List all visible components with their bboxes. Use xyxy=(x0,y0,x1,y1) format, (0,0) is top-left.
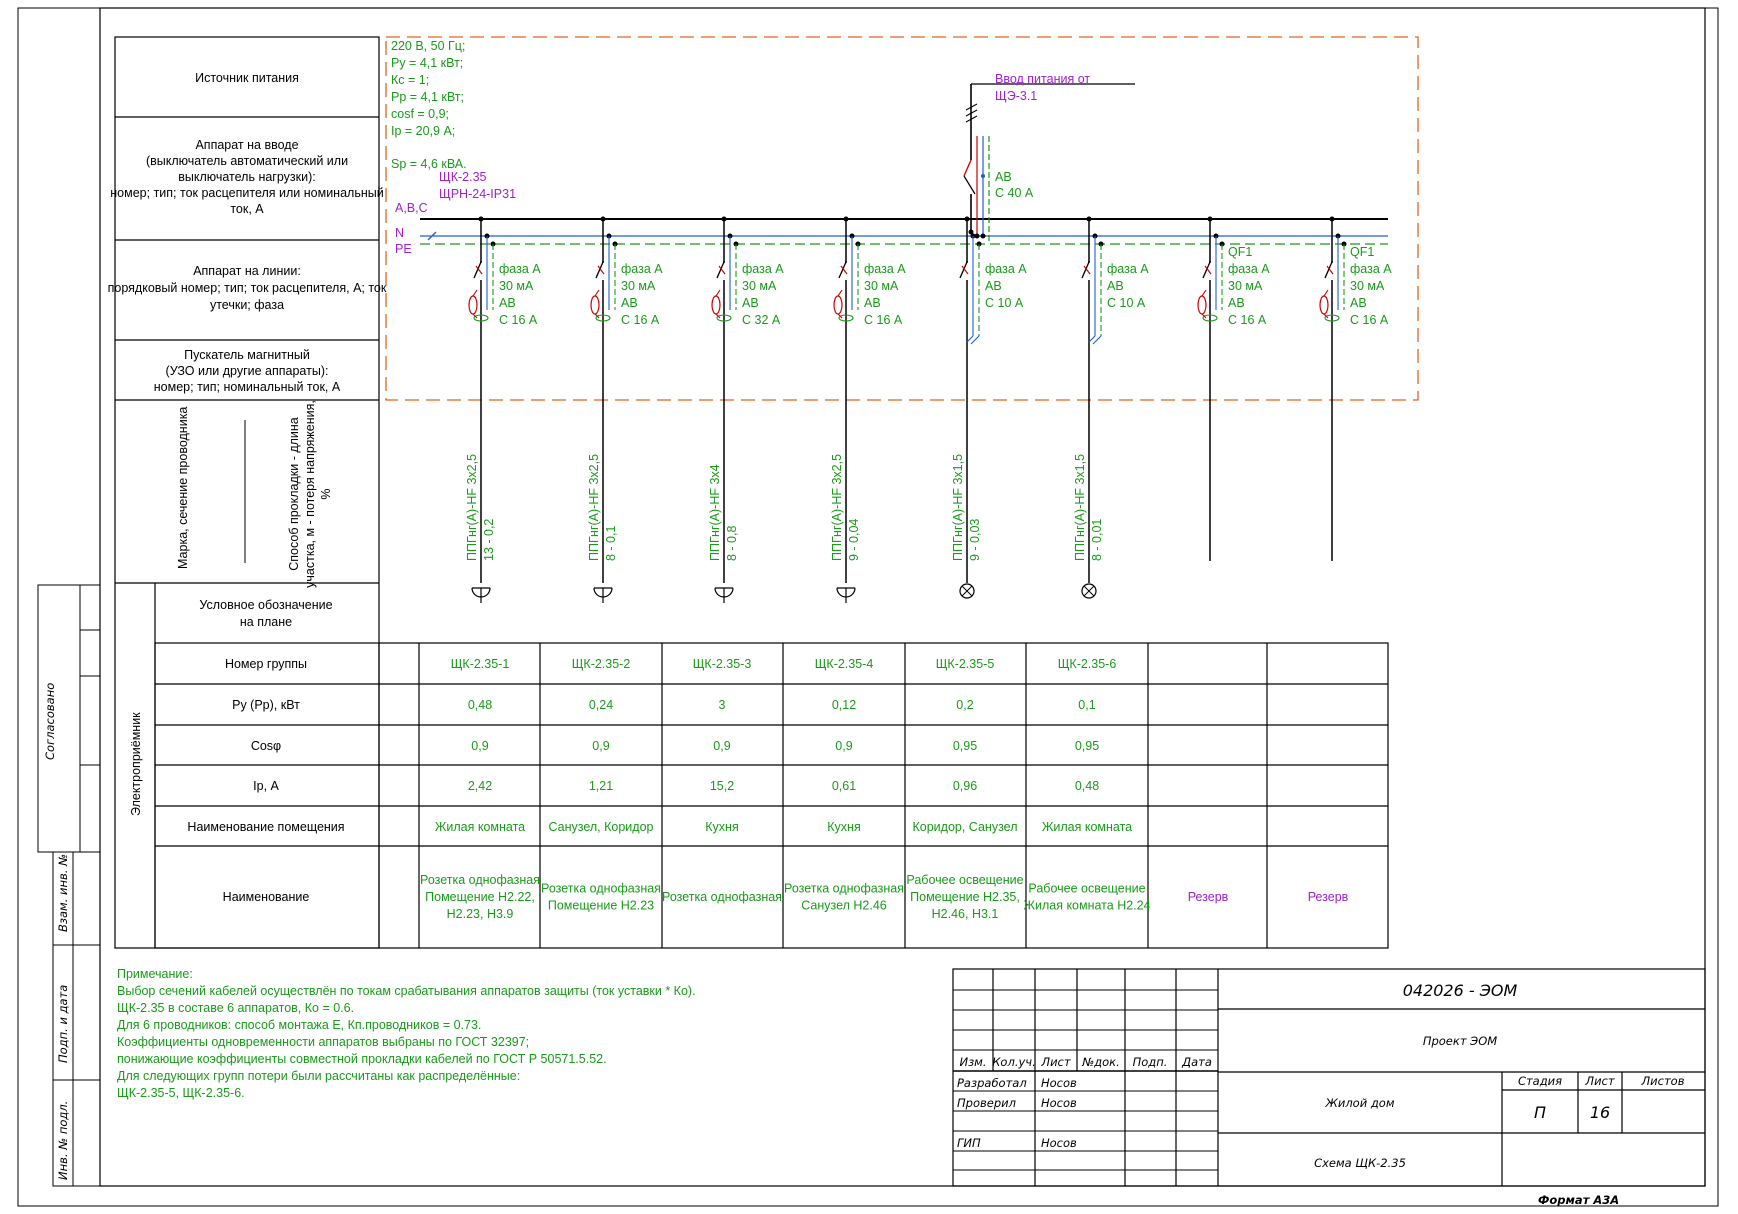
text-line: (выключатель автоматический или xyxy=(145,154,349,168)
table-name-line: Рабочее освещение xyxy=(906,873,1024,887)
table-name-line: Резерв xyxy=(1307,890,1349,904)
cable-mark: ППГнг(А)-HF 3x2,5 xyxy=(587,453,601,561)
device-line: АВ xyxy=(985,279,1002,293)
text-line: Условное обозначение xyxy=(199,598,333,612)
feeder-8 xyxy=(1320,217,1392,562)
text-line: порядковый номер; тип; ток расцепителя, А; ток xyxy=(107,281,387,295)
table-cell: 0,9 xyxy=(835,739,853,753)
table-cell: ЩК-2.35-2 xyxy=(571,657,631,671)
text-line: номер; тип; ток расцепителя или номинальный xyxy=(110,186,384,200)
table-cell: 0,96 xyxy=(952,779,978,793)
table-name-line: Помещение Н2.23 xyxy=(547,898,655,913)
breaker-contact xyxy=(960,262,967,278)
device-line: АВ xyxy=(1107,279,1124,293)
device-line: С 16 А xyxy=(864,313,903,327)
table-cell: 15,2 xyxy=(709,779,735,793)
bus-pe: PE xyxy=(395,242,412,256)
cable-mark: ППГнг(А)-HF 3x1,5 xyxy=(1073,453,1087,561)
table-name-line: Розетка однофазная xyxy=(541,881,661,896)
tb-format: Формат А3А xyxy=(1538,1193,1620,1207)
table-column-4 xyxy=(784,657,904,913)
text-line: Аппарат на вводе xyxy=(195,138,299,152)
device-line: фаза А xyxy=(864,262,906,276)
device-line: фаза А xyxy=(1107,262,1149,276)
source-params xyxy=(391,39,467,171)
cable-method: 8 - 0,8 xyxy=(725,525,739,561)
feeder-6 xyxy=(1073,217,1149,599)
text-line: ток, А xyxy=(230,202,264,216)
panel-type: ЩРН-24-IP31 xyxy=(439,187,517,201)
tb-sheet: 16 xyxy=(1589,1103,1611,1122)
device-line: фаза А xyxy=(742,262,784,276)
label-source: Источник питания xyxy=(195,71,299,85)
tb-header-cell: Лист xyxy=(1041,1055,1071,1069)
cable-mark: ППГнг(А)-HF 3x4 xyxy=(708,464,722,561)
table-cell: 0,95 xyxy=(1074,739,1100,753)
drop-merge xyxy=(1089,336,1101,344)
label-line-device xyxy=(108,264,387,312)
tb-stage-label: Стадия xyxy=(1517,1074,1563,1088)
table-column-3 xyxy=(662,657,782,904)
side-sign-date: Подп. и дата xyxy=(56,984,70,1063)
label-cable-mark: Марка, сечение проводника xyxy=(176,406,190,569)
device-line: фаза А xyxy=(499,262,541,276)
socket-icon xyxy=(715,588,733,603)
table-name-line: Розетка однофазная xyxy=(784,881,904,896)
label-input-device xyxy=(110,138,383,216)
text-line: (УЗО или другие аппараты): xyxy=(165,364,329,378)
table-cell: Жилая комната xyxy=(434,820,526,834)
socket-icon xyxy=(594,588,612,603)
notes xyxy=(117,967,696,1100)
text-line: Пускатель магнитный xyxy=(184,348,310,362)
device-line: АВ xyxy=(621,296,638,310)
socket-icon xyxy=(472,588,490,603)
device-line: С 32 А xyxy=(742,313,781,327)
side-agreed: Согласовано xyxy=(43,682,57,760)
tb-headers xyxy=(959,1055,1211,1069)
feeder-4 xyxy=(830,217,906,604)
table-column-2 xyxy=(541,657,661,913)
device-line: С 10 А xyxy=(985,296,1024,310)
breaker-contact xyxy=(1203,262,1210,278)
table-cell: 0,48 xyxy=(1074,779,1100,793)
label-cos: Cosφ xyxy=(250,739,282,753)
device-line: АВ xyxy=(499,296,516,310)
socket-icon xyxy=(837,588,855,603)
text-line: Ру = 4,1 кВт; xyxy=(391,56,464,70)
table-cell: 0,9 xyxy=(471,739,489,753)
text-line: выключатель нагрузки): xyxy=(178,170,316,184)
table-cell: ЩК-2.35-3 xyxy=(692,657,752,671)
tb-header-cell: Кол.уч. xyxy=(992,1055,1036,1069)
tb-roles xyxy=(957,1076,1077,1150)
bus-n: N xyxy=(395,226,405,240)
rcd-coil xyxy=(712,296,720,314)
device-line: фаза А xyxy=(1350,262,1392,276)
cable-method: 8 - 0,01 xyxy=(1090,518,1104,561)
text-line: участка, м - потеря напряжения, xyxy=(303,400,317,588)
device-line: С 10 А xyxy=(1107,296,1146,310)
tb-header-cell: №док. xyxy=(1082,1055,1120,1069)
table-name-line: Помещение Н2.22, xyxy=(425,890,535,904)
table-name-line: Рабочее освещение xyxy=(1028,881,1146,896)
label-name: Наименование xyxy=(222,890,310,904)
table-column-1 xyxy=(420,657,540,921)
tb-role-name: Носов xyxy=(1041,1096,1077,1110)
side-inv-exchange: Взам. инв. № xyxy=(56,853,70,932)
table-cell: Санузел, Коридор xyxy=(548,820,654,834)
cable-method: 9 - 0,03 xyxy=(968,518,982,561)
label-current: Iр, А xyxy=(253,779,279,793)
label-group-number: Номер группы xyxy=(224,657,308,671)
table-cell: 3 xyxy=(718,698,726,712)
table-cell: Кухня xyxy=(827,820,861,834)
input-device-type: АВ xyxy=(995,170,1012,184)
tb-header-cell: Подп. xyxy=(1132,1055,1168,1069)
text-line: Способ прокладки - длина xyxy=(287,417,301,571)
tb-code: 042026 - ЭОМ xyxy=(1402,981,1518,1000)
table-cell: 0,12 xyxy=(831,698,857,712)
tb-role: Проверил xyxy=(957,1096,1016,1110)
breaker-contact xyxy=(839,262,846,278)
device-line: фаза А xyxy=(1228,262,1270,276)
rcd-coil xyxy=(469,296,477,314)
text-line: Рр = 4,1 кВт; xyxy=(391,90,464,104)
rcd-coil xyxy=(834,296,842,314)
device-line: 30 мА xyxy=(1228,279,1263,293)
label-power: Ру (Рр), кВт xyxy=(232,698,300,712)
tb-project: Проект ЭОМ xyxy=(1422,1034,1498,1048)
text-line: Коэффициенты одновременности аппаратов выбраны по ГОСТ 32397; xyxy=(117,1035,530,1049)
table-cell: 0,1 xyxy=(1078,698,1096,712)
label-plan-symbol xyxy=(199,598,332,629)
device-line: АВ xyxy=(1228,296,1245,310)
table-cell: 1,21 xyxy=(588,779,614,793)
tb-role: ГИП xyxy=(957,1136,981,1150)
device-line: 30 мА xyxy=(864,279,899,293)
device-line: С 16 А xyxy=(1228,313,1267,327)
device-line: С 16 А xyxy=(1350,313,1389,327)
text-line: номер; тип; номинальный ток, А xyxy=(153,380,341,394)
device-line: С 16 А xyxy=(621,313,660,327)
lamp-icon xyxy=(1082,584,1096,598)
tb-sheet-title: Схема ЩК-2.35 xyxy=(1314,1156,1406,1170)
table-name-line: Жилая комната Н2.24 xyxy=(1023,898,1151,913)
text-line: % xyxy=(319,488,333,500)
text-line: Iр = 20,9 А; xyxy=(391,124,456,138)
cable-mark: ППГнг(А)-HF 3x2,5 xyxy=(465,453,479,561)
feeder-1 xyxy=(465,217,541,604)
input-device-rating: С 40 А xyxy=(995,186,1034,200)
cable-mark: ППГнг(А)-HF 3x2,5 xyxy=(830,453,844,561)
rcd-coil xyxy=(1198,296,1206,314)
table-name-line: Резерв xyxy=(1187,890,1229,904)
panel-name: ЩК-2.35 xyxy=(439,170,487,184)
table-name-line: Н2.46, Н3.1 xyxy=(931,907,999,921)
table-cell: Жилая комната xyxy=(1041,820,1133,834)
lamp-icon xyxy=(960,584,974,598)
label-receiver: Электроприёмник xyxy=(129,712,143,816)
tb-role-name: Носов xyxy=(1041,1076,1077,1090)
device-line: фаза А xyxy=(621,262,663,276)
side-inv-original: Инв. № подл. xyxy=(56,1100,70,1180)
breaker-contact xyxy=(596,262,603,278)
device-line: С 16 А xyxy=(499,313,538,327)
feeder-5 xyxy=(951,217,1027,599)
table-cell: ЩК-2.35-4 xyxy=(814,657,874,671)
table-cell: 0,24 xyxy=(588,698,614,712)
breaker-contact xyxy=(1082,262,1089,278)
table-cell: ЩК-2.35-6 xyxy=(1057,657,1117,671)
table-cell: Кухня xyxy=(705,820,739,834)
feeder-2 xyxy=(587,217,663,604)
device-line: 30 мА xyxy=(742,279,777,293)
text-line: ЩК-2.35 в составе 6 аппаратов, Ко = 0.6. xyxy=(117,1001,355,1015)
table-cell: 0,61 xyxy=(831,779,857,793)
feeder-group xyxy=(420,217,1392,922)
device-line: 30 мА xyxy=(1350,279,1385,293)
text-line: ЩК-2.35-5, ЩК-2.35-6. xyxy=(117,1086,245,1100)
table-name-line: Розетка однофазная xyxy=(420,873,540,887)
breaker-contact xyxy=(1325,262,1332,278)
qf-label: QF1 xyxy=(1228,245,1253,259)
text-line: Аппарат на линии: xyxy=(193,264,301,278)
drop-merge xyxy=(967,336,979,344)
device-line: АВ xyxy=(742,296,759,310)
input-source: ЩЭ-3.1 xyxy=(995,89,1038,103)
table-name-line: Помещение Н2.35, xyxy=(910,890,1020,904)
tb-role-name: Носов xyxy=(1041,1136,1077,1150)
table-cell: 0,2 xyxy=(956,698,974,712)
tb-role: Разработал xyxy=(957,1076,1027,1090)
device-line: АВ xyxy=(864,296,881,310)
text-line: утечки; фаза xyxy=(209,298,285,312)
table-column-7 xyxy=(1188,890,1229,904)
table-cell: Коридор, Санузел xyxy=(912,820,1018,834)
table-name-line: Санузел Н2.46 xyxy=(801,898,887,913)
label-room: Наименование помещения xyxy=(187,820,345,834)
text-line: Выбор сечений кабелей осуществлён по токам срабатывания аппаратов защиты (ток уставки * Ко). xyxy=(117,984,696,998)
feeder-3 xyxy=(708,217,784,604)
tb-sheet-label: Лист xyxy=(1585,1074,1615,1088)
text-line: Кс = 1; xyxy=(391,73,430,87)
text-line: понижающие коэффициенты совместной прокладки кабелей по ГОСТ Р 50571.5.52. xyxy=(117,1052,607,1066)
text-line: Примечание: xyxy=(117,967,193,981)
rcd-coil xyxy=(591,296,599,314)
bus-phases: А,В,С xyxy=(395,201,428,215)
rcd-coil xyxy=(1320,296,1328,314)
cable-mark: ППГнг(А)-HF 3x1,5 xyxy=(951,453,965,561)
tb-header-cell: Изм. xyxy=(959,1055,987,1069)
text-line: 220 В, 50 Гц; xyxy=(391,39,466,53)
label-cable-method xyxy=(287,400,333,588)
text-line: на плане xyxy=(239,615,293,629)
device-line: АВ xyxy=(1350,296,1367,310)
cable-method: 8 - 0,1 xyxy=(604,525,618,561)
table-cell: 0,95 xyxy=(952,739,978,753)
breaker-contact xyxy=(717,262,724,278)
text-line: Sр = 4,6 кВА. xyxy=(391,157,467,171)
table-column-6 xyxy=(1023,657,1150,913)
device-line: фаза А xyxy=(985,262,1027,276)
table-name-line: Н2.23, Н3.9 xyxy=(446,907,514,921)
feeder-7 xyxy=(1198,217,1270,562)
device-line: 30 мА xyxy=(499,279,534,293)
table-column-8 xyxy=(1308,890,1349,904)
cable-method: 13 - 0,2 xyxy=(482,518,496,561)
label-starter xyxy=(154,348,341,394)
breaker-contact xyxy=(474,262,481,278)
tb-header-cell: Дата xyxy=(1182,1055,1212,1069)
cable-method: 9 - 0,04 xyxy=(847,518,861,561)
table-name-line: Розетка однофазная xyxy=(662,890,782,904)
qf-label: QF1 xyxy=(1350,245,1375,259)
table-cell: 0,9 xyxy=(713,739,731,753)
table-cell: ЩК-2.35-1 xyxy=(450,657,510,671)
tb-sheets-label: Листов xyxy=(1641,1074,1685,1088)
table-cell: 0,9 xyxy=(592,739,610,753)
table-cell: 2,42 xyxy=(467,779,493,793)
table-cell: 0,48 xyxy=(467,698,493,712)
tb-stage: П xyxy=(1533,1103,1547,1122)
text-line: cosf = 0,9; xyxy=(391,107,450,121)
table-cell: ЩК-2.35-5 xyxy=(935,657,995,671)
text-line: Для 6 проводников: способ монтажа Е, Кп.проводников = 0.73. xyxy=(117,1018,482,1032)
tb-object: Жилой дом xyxy=(1325,1096,1395,1110)
device-line: 30 мА xyxy=(621,279,656,293)
text-line: Для следующих групп потери были рассчитаны как распределённые: xyxy=(117,1069,521,1083)
input-label: Ввод питания от xyxy=(995,72,1091,86)
table-column-5 xyxy=(906,657,1023,921)
